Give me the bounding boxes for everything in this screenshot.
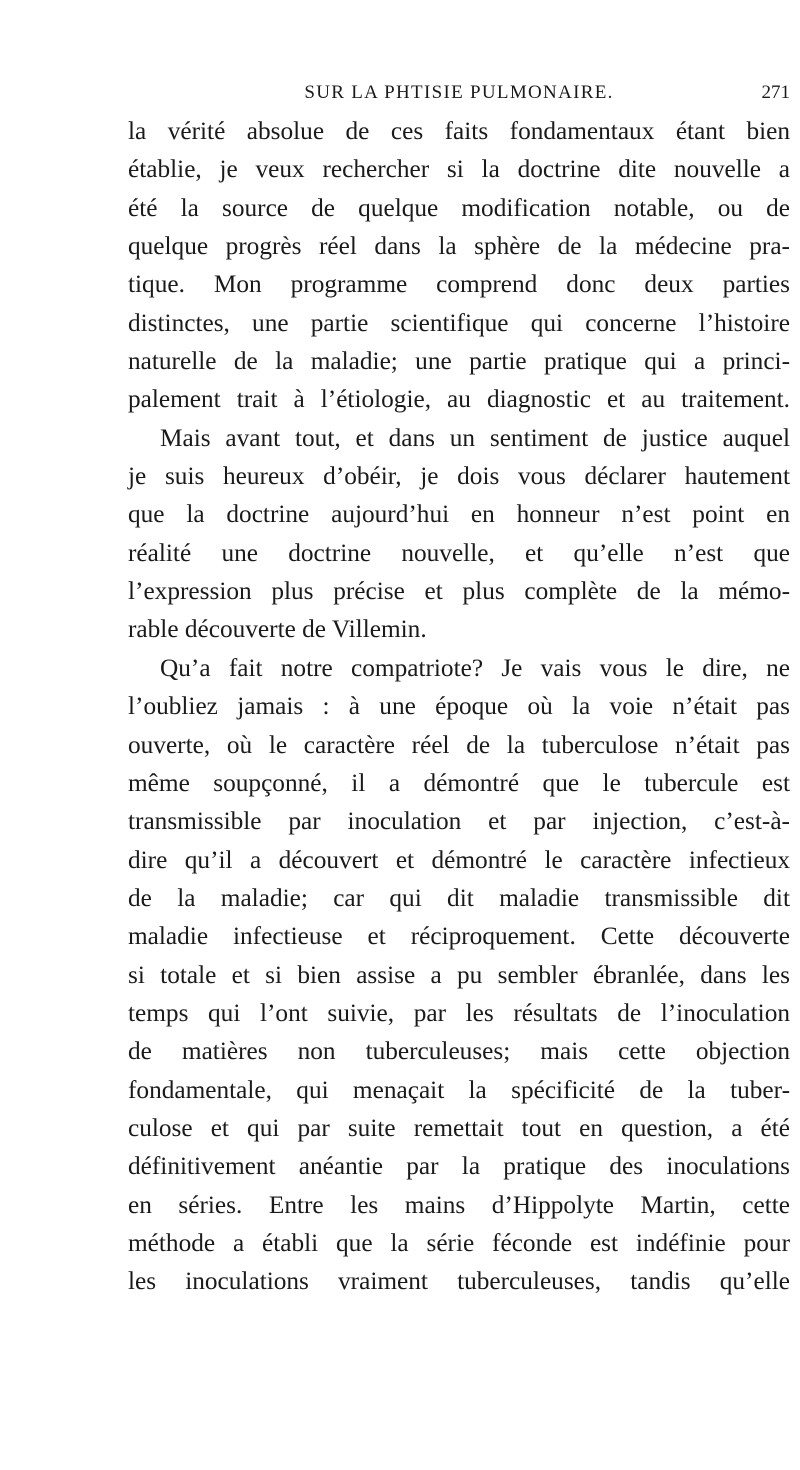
paragraph-last-line: rable découverte de Villemin. bbox=[128, 615, 427, 644]
text-line: je suis heureux d’obéir, je dois vous déclarer hautement bbox=[128, 462, 790, 491]
text-line: quelque progrès réel dans la sphère de la médecine pra- bbox=[128, 232, 790, 261]
text-line: tique. Mon programme comprend donc deux parties bbox=[128, 270, 790, 299]
page-header bbox=[128, 82, 790, 110]
text-line: culose et qui par suite remettait tout en question, a été bbox=[128, 1113, 790, 1142]
paragraph-first-line: Qu’a fait notre compatriote? Je vais vous le dire, ne bbox=[160, 653, 790, 682]
text-line: palement trait à l’étiologie, au diagnostic et au traitement. bbox=[128, 385, 790, 414]
text-line: en séries. Entre les mains d’Hippolyte Martin, cette bbox=[128, 1190, 790, 1219]
text-line: naturelle de la maladie; une partie pratique qui a princi- bbox=[128, 347, 790, 376]
text-line: établie, je veux rechercher si la doctrine dite nouvelle a bbox=[128, 155, 790, 184]
text-line: que la doctrine aujourd’hui en honneur n’est point en bbox=[128, 500, 790, 529]
text-line: la vérité absolue de ces faits fondamentaux étant bien bbox=[128, 117, 790, 145]
text-line: définitivement anéantie par la pratique des inoculations bbox=[128, 1152, 790, 1181]
text-line: été la source de quelque modification notable, ou de bbox=[128, 193, 790, 222]
page-number: 271 bbox=[761, 82, 790, 103]
body-text bbox=[128, 112, 790, 1301]
running-title: SUR LA PHTISIE PULMONAIRE. bbox=[304, 82, 614, 103]
text-line: même soupçonné, il a démontré que le tubercule est bbox=[128, 768, 790, 797]
text-line: dire qu’il a découvert et démontré le caractère infectieux bbox=[128, 845, 790, 874]
text-line: temps qui l’ont suivie, par les résultats de l’inoculation bbox=[128, 998, 790, 1027]
text-line: réalité une doctrine nouvelle, et qu’elle n’est que bbox=[128, 538, 790, 567]
text-line: l’oubliez jamais : à une époque où la voie n’était pas bbox=[128, 692, 790, 721]
text-line: ouverte, où le caractère réel de la tuberculose n’était pas bbox=[128, 730, 790, 759]
text-line: transmissible par inoculation et par injection, c’est-à- bbox=[128, 807, 790, 836]
text-line: fondamentale, qui menaçait la spécificité de la tuber- bbox=[128, 1075, 790, 1104]
text-line: l’expression plus précise et plus complète de la mémo- bbox=[128, 577, 790, 606]
text-line: maladie infectieuse et réciproquement. Cette découverte bbox=[128, 922, 790, 951]
text-line: de la maladie; car qui dit maladie transmissible dit bbox=[128, 883, 790, 912]
text-line: distinctes, une partie scientifique qui concerne l’histoire bbox=[128, 308, 790, 337]
text-line: de matières non tuberculeuses; mais cette objection bbox=[128, 1037, 790, 1066]
text-line: méthode a établi que la série féconde est indéfinie pour bbox=[128, 1228, 790, 1257]
paragraph-first-line: Mais avant tout, et dans un sentiment de justice auquel bbox=[160, 423, 790, 452]
text-line: si totale et si bien assise a pu sembler ébranlée, dans les bbox=[128, 960, 790, 989]
text-line: les inoculations vraiment tuberculeuses, tandis qu’elle bbox=[128, 1267, 790, 1296]
